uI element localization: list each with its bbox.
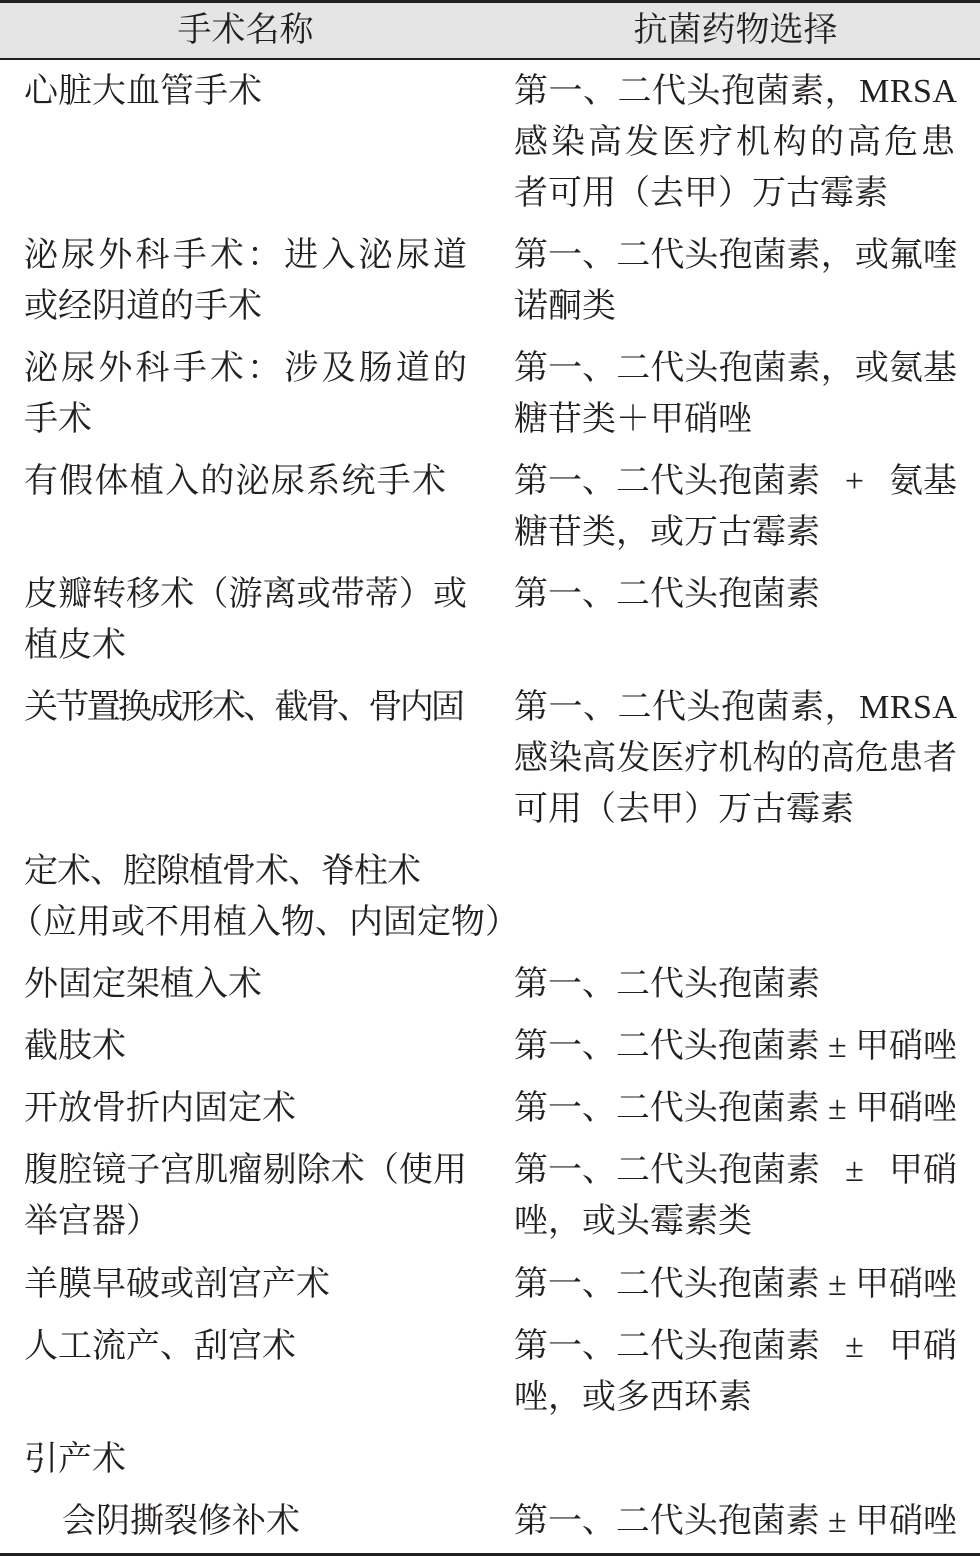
table-row <box>0 1016 980 1078</box>
text-line: 感染高发医疗机构的高危患者 <box>514 739 958 777</box>
text-line: 可用（去甲）万古霉素 <box>514 790 854 828</box>
table-row <box>0 1315 980 1428</box>
cell-surgery-name <box>24 1321 467 1372</box>
table-row <box>0 1490 980 1552</box>
text-line: 植皮术 <box>24 626 126 664</box>
cell-surgery-name <box>24 1021 467 1072</box>
header-antibiotic-choice: 抗菌药物选择 <box>633 12 838 49</box>
text-line: 泌尿外科手术：涉及肠道的 <box>24 349 471 387</box>
cell-surgery-name <box>24 1496 467 1547</box>
text-line: 关节置换成形术、截骨、骨内固 <box>24 688 463 726</box>
text-line: 第一、二代头孢菌素 ± 甲硝唑 <box>514 1028 957 1066</box>
text-line: 外固定架植入术 <box>24 966 262 1004</box>
cell-surgery-name <box>24 456 467 507</box>
text-line: 引产术 <box>24 1440 126 1478</box>
text-line: 皮瓣转移术（游离或带蒂）或 <box>24 575 468 613</box>
cell-surgery-name <box>9 846 519 948</box>
text-line: 或经阴道的手术 <box>24 287 262 325</box>
cell-surgery-name <box>24 569 467 671</box>
table-row <box>0 1078 980 1140</box>
cell-antibiotic-choice <box>514 959 957 1010</box>
text-line: 第一、二代头孢菌素 + 氨基 <box>514 462 957 500</box>
cell-antibiotic-choice <box>514 1321 957 1423</box>
text-line: 第一、二代头孢菌素，或氨基 <box>514 349 958 387</box>
table-header <box>0 3 980 58</box>
table-row <box>0 60 980 224</box>
cell-surgery-name <box>24 1434 467 1485</box>
table-row <box>0 1253 980 1315</box>
text-line: 唑，或多西环素 <box>514 1378 752 1416</box>
text-line: 第一、二代头孢菌素 ± 甲硝 <box>514 1327 957 1365</box>
cell-surgery-name <box>24 66 467 117</box>
text-line: 举宫器） <box>24 1203 160 1241</box>
text-line: 感染高发医疗机构的高危患 <box>514 123 958 161</box>
text-line: 第一、二代头孢菌素 <box>514 966 820 1004</box>
table-row <box>0 450 980 563</box>
cell-antibiotic-choice <box>514 343 957 445</box>
cell-surgery-name <box>24 1259 467 1310</box>
table-row <box>0 224 980 337</box>
cell-antibiotic-choice <box>514 682 957 835</box>
table-row <box>0 841 980 954</box>
cell-surgery-name <box>24 1145 467 1247</box>
text-line: （应用或不用植入物、内固定物） <box>9 904 519 942</box>
text-line: 心脏大血管手术 <box>24 72 262 110</box>
text-line: 第一、二代头孢菌素 ± 甲硝唑 <box>514 1090 957 1128</box>
text-line: 定术、腔隙植骨术、脊柱术 <box>24 853 420 891</box>
cell-antibiotic-choice <box>514 1496 957 1547</box>
text-line: 诺酮类 <box>514 287 616 325</box>
text-line: 开放骨折内固定术 <box>24 1090 296 1128</box>
cell-antibiotic-choice <box>514 569 957 620</box>
table-row <box>0 337 980 450</box>
cell-surgery-name <box>24 230 471 332</box>
text-line: 会阴撕裂修补术 <box>62 1502 300 1540</box>
table-body <box>0 60 980 1552</box>
table-row <box>0 1428 980 1490</box>
bottom-rule <box>0 1553 980 1556</box>
table-row <box>0 676 980 840</box>
cell-antibiotic-choice <box>514 1259 957 1310</box>
text-line: 唑，或头霉素类 <box>514 1203 752 1241</box>
text-line: 泌尿外科手术：进入泌尿道 <box>24 236 471 274</box>
cell-surgery-name <box>24 1083 467 1134</box>
text-line: 第一、二代头孢菌素 ± 甲硝唑 <box>514 1265 957 1303</box>
text-line: 第一、二代头孢菌素，MRSA <box>514 688 958 726</box>
table-row <box>0 954 980 1016</box>
cell-surgery-name <box>24 682 467 733</box>
cell-antibiotic-choice <box>514 456 957 558</box>
cell-antibiotic-choice <box>514 1083 957 1134</box>
text-line: 羊膜早破或剖宫产术 <box>24 1265 330 1303</box>
text-line: 第一、二代头孢菌素 <box>514 575 820 613</box>
text-line: 腹腔镜子宫肌瘤剔除术（使用 <box>24 1152 468 1190</box>
text-line: 第一、二代头孢菌素 ± 甲硝 <box>514 1152 957 1190</box>
cell-surgery-name <box>24 959 467 1010</box>
cell-antibiotic-choice <box>514 66 957 219</box>
text-line: 第一、二代头孢菌素，或氟喹 <box>514 236 958 274</box>
text-line: 截肢术 <box>24 1028 126 1066</box>
table-row <box>0 1140 980 1253</box>
cell-antibiotic-choice <box>514 1145 957 1247</box>
header-surgery-name: 手术名称 <box>177 12 314 49</box>
cell-antibiotic-choice <box>514 230 957 332</box>
cell-antibiotic-choice <box>514 1021 957 1072</box>
text-line: 第一、二代头孢菌素，MRSA <box>514 72 958 110</box>
text-line: 糖苷类，或万古霉素 <box>514 513 820 551</box>
text-line: 人工流产、刮宫术 <box>24 1327 296 1365</box>
text-line: 手术 <box>24 400 92 438</box>
text-line: 第一、二代头孢菌素 ± 甲硝唑 <box>514 1502 957 1540</box>
text-line: 者可用（去甲）万古霉素 <box>514 174 888 212</box>
cell-surgery-name <box>24 343 471 445</box>
text-line: 糖苷类＋甲硝唑 <box>514 400 752 438</box>
table-row <box>0 563 980 676</box>
text-line: 有假体植入的泌尿系统手术 <box>24 462 448 500</box>
